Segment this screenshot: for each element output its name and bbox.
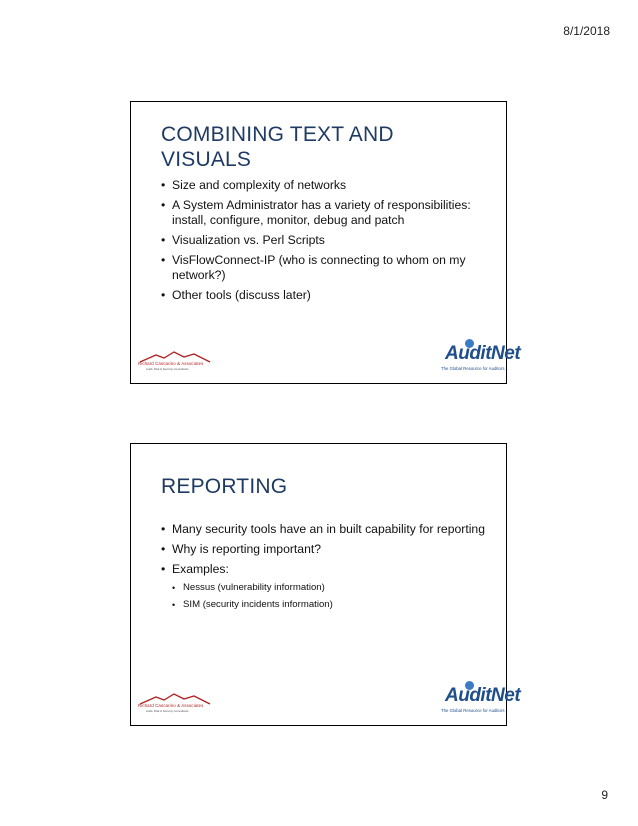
sub-bullet-item: • SIM (security incidents information) <box>161 599 486 611</box>
rca-logo <box>138 351 213 373</box>
bullet-list <box>161 522 486 616</box>
slide-title <box>161 474 287 499</box>
slide-title-line-1: REPORTING <box>161 475 288 498</box>
rca-logo-subtitle: Audit, Risk & Security Consultants <box>146 367 189 371</box>
bullet-item: • Many security tools have an in built capability for reporting <box>161 522 486 537</box>
bullet-item: • VisFlowConnect-IP (who is connecting to whom on my network?) <box>161 253 486 283</box>
bullet-item: • A System Administrator has a variety of responsibilities: install, configure, monitor, debug and patch <box>161 198 486 228</box>
slide-title <box>161 122 394 172</box>
bullet-item: • Size and complexity of networks <box>161 178 486 193</box>
bullet-item: • Other tools (discuss later) <box>161 288 486 303</box>
bullet-item: • Visualization vs. Perl Scripts <box>161 233 486 248</box>
page-number: 9 <box>601 788 608 802</box>
bullet-item: • Why is reporting important? <box>161 542 486 557</box>
page-date: 8/1/2018 <box>563 24 610 38</box>
rca-logo <box>138 693 213 715</box>
auditnet-logo-name: AuditNet <box>445 685 521 706</box>
auditnet-logo-tagline: The Global Resource for Auditors <box>441 708 505 713</box>
slide-combining-text-and-visuals <box>130 101 521 384</box>
auditnet-logo <box>439 681 521 719</box>
rca-logo-subtitle: Audit, Risk & Security Consultants <box>146 709 189 713</box>
auditnet-logo-tagline: The Global Resource for Auditors <box>441 366 505 371</box>
sub-bullet-item: • Nessus (vulnerability information) <box>161 582 486 594</box>
rca-logo-name: Richard Cascarino & Associates <box>138 361 204 366</box>
rca-logo-name: Richard Cascarino & Associates <box>138 703 204 708</box>
bullet-item: • Examples: <box>161 562 486 577</box>
auditnet-logo-name: AuditNet <box>445 343 521 364</box>
slide-title-line-2: VISUALS <box>161 148 252 171</box>
slide-title-line-1: COMBINING TEXT AND <box>161 123 394 146</box>
slide-reporting <box>130 443 521 726</box>
auditnet-logo <box>439 339 521 377</box>
bullet-list <box>161 178 486 308</box>
